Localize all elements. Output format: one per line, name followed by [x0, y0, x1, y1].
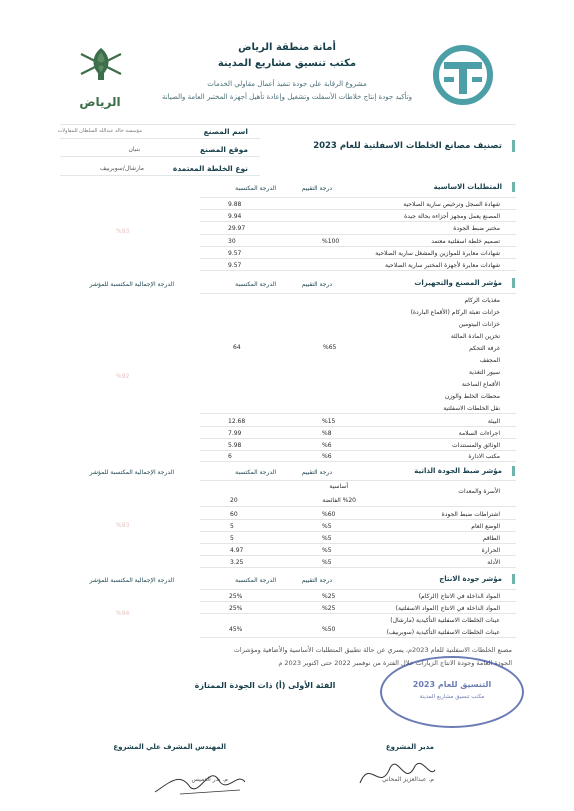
section3-col-eval: درجة التقييم: [301, 469, 332, 476]
section2-rowb-eval-2: %6: [322, 442, 332, 449]
section2-row-8: محطات الخلط والوزن: [444, 393, 500, 400]
project-manager-title: مدير المشروع: [385, 743, 434, 751]
section1-row-3: تصميم خلطة اسفلتية معتمد: [431, 238, 500, 245]
section3-title: مؤشر ضبط الجودة الذاتية: [414, 467, 502, 475]
section2-row-7: الأقماع الساخنة: [461, 381, 500, 388]
section1-row-4: شهادات معايرة للموازين والمشغل سارية الصلاحية: [375, 250, 500, 257]
section2-rowb-score-0: 12.68: [228, 418, 246, 425]
factory-name-label: اسم المصنع: [203, 127, 248, 136]
category-text: الفئة الأولى (أ) ذات الجودة الممتازة: [194, 681, 336, 690]
section2-rowb-eval-3: %6: [322, 453, 332, 460]
section1-score-0: 9.88: [228, 201, 242, 208]
section1-score-5: 9.57: [228, 262, 242, 269]
section2-row-2: خزانات البيتومين: [458, 321, 500, 328]
location-value: بنبان: [128, 146, 140, 153]
section3-score-3: 5: [230, 523, 234, 530]
section4-col-eval: درجة التقييم: [301, 577, 332, 584]
section3-ghost-percent: %93: [116, 522, 130, 529]
section2-rowb-score-1: 7.99: [228, 430, 242, 437]
section4-eval-1: %25: [322, 605, 336, 612]
section3-eval-3: %5: [322, 523, 332, 530]
plant-type-label: نوع الخلطة المعتمدة: [172, 164, 248, 173]
section2-title: مؤشر المصنع والتجهيزات: [414, 279, 502, 287]
classification-title: تصنيف مصانع الخلطات الاسفلتية للعام 2023: [313, 141, 502, 151]
section1-row-2: مختبر ضبط الجودة: [453, 225, 500, 232]
section2-col-score: الدرجة المكتسبة: [235, 281, 276, 288]
section3-score-5: 4.97: [230, 547, 244, 554]
header-line-2: وتأكيد جودة إنتاج خلاطات الأسفلت وتشغيل وإعادة تأهيل أجهزة المختبر العامة والصيانة: [161, 93, 413, 101]
section4-col-total: الدرجة الإجمالية المكتسبة للمؤشر: [89, 577, 174, 584]
section3-eval-1: %20 الفائضة: [322, 497, 356, 504]
section4-eval-3: %50: [322, 626, 336, 633]
factory-name-value: مؤسسة خالد عبدالله السلطان للمقاولات: [57, 128, 142, 134]
section3-row-0: الأسرة والمعدات: [458, 488, 500, 495]
section2-rowb-eval-0: %15: [322, 418, 336, 425]
section3-score-1: 20: [230, 497, 238, 504]
section2-rowb-3: مكتب الادارة: [468, 453, 500, 460]
location-label: موقع المصنع: [200, 145, 248, 154]
section3-row-6: الأدلة: [487, 559, 500, 566]
section3-eval-4: %5: [322, 535, 332, 542]
section4-row-0: المواد الداخلة في الانتاج (الركام): [418, 593, 500, 600]
section4-ghost-percent: %94: [116, 610, 130, 617]
section4-row-3: عينات الخلطات الاسفلتية التأكيدية (سوبربيف): [386, 629, 500, 636]
plant-type-value: مارشال/سوبربيف: [100, 165, 144, 172]
section4-score-3: 45%: [229, 626, 243, 633]
section2-weight-main: %65: [323, 344, 337, 351]
section1-ghost-percent: %93: [116, 228, 130, 235]
section2-row-1: خزانات تعبئة الركام (الأقماع الباردة): [410, 309, 500, 316]
section2-row-3: تخزين المادة المالئة: [450, 333, 500, 340]
section4-row-2: عينات الخلطات الاسفلتية التأكيدية (مارشال): [390, 617, 500, 624]
section1-col-eval: درجة التقييم: [301, 185, 332, 192]
section2-score-main: 64: [233, 344, 241, 351]
footer-note-2: الجودة العامة وجودة الانتاج الزيارات خلال الفترة من نوفمبر 2022 حتى اكتوبر 2023 م: [278, 659, 512, 667]
section1-weight: %100: [322, 238, 340, 245]
section3-eval-6: %5: [322, 559, 332, 566]
project-manager-signature-icon: [350, 748, 440, 798]
riyadh-logo-text: الرياض: [79, 95, 121, 109]
header-line-1: مشروع الرقابة على جودة تنفيذ أعمال مقاولي الخدمات: [207, 80, 367, 88]
section3-row-5: الحرارة: [481, 547, 500, 554]
office-title: مكتب تنسيق مشاريع المدينة: [217, 58, 357, 69]
section2-row-6: سيور التغذية: [469, 369, 500, 376]
section4-eval-0: %25: [322, 593, 336, 600]
supervisor-signature-icon: [150, 752, 250, 802]
section3-eval-0: أساسية: [329, 483, 348, 490]
section1-score-2: 29.97: [228, 225, 246, 232]
section3-col-total: الدرجة الإجمالية المكتسبة للمؤشر: [89, 469, 174, 476]
section4-row-1: المواد الداخلة في الانتاج (المواد الاسفلتية): [395, 605, 500, 612]
section1-row-1: المصنع يعمل ومجهز أجزاءه بحالة جيدة: [404, 213, 500, 220]
section1-col-score: الدرجة المكتسبة: [235, 185, 276, 192]
footer-note-1: مصنع الخلطات الاسفلتية للعام 2023م، يسري عن حالة تطبيق المتطلبات الأساسية والأضافية ومؤشرات: [233, 646, 512, 654]
section1-score-3: 30: [228, 238, 236, 245]
section4-col-score: الدرجة المكتسبة: [235, 577, 276, 584]
section1-title: المتطلبات الاساسية: [433, 183, 502, 191]
section3-row-4: الطاقم: [482, 535, 500, 542]
section1-score-1: 9.94: [228, 213, 242, 220]
supervisor-name: م. بدر العميس: [191, 776, 228, 783]
section2-ghost-percent: %92: [116, 373, 130, 380]
section2-col-eval: درجة التقييم: [301, 281, 332, 288]
section2-rowb-score-3: 6: [228, 453, 232, 460]
section4-score-1: 25%: [229, 605, 243, 612]
official-stamp: [380, 656, 524, 728]
section3-score-4: 5: [230, 535, 234, 542]
section4-title: مؤشر جودة الانتاج: [439, 575, 502, 583]
section3-row-2: اشتراطات ضبط الجودة: [441, 511, 500, 518]
section2-rowb-0: البيئة: [487, 418, 500, 425]
section2-rowb-1: اجراءات السلامة: [458, 430, 500, 437]
section3-eval-2: %60: [322, 511, 336, 518]
section2-col-total: الدرجة الإجمالية المكتسبة للمؤشر: [89, 281, 174, 288]
project-manager-name: م. عبدالعزيز المحاني: [382, 776, 434, 783]
section2-rowb-score-2: 5.98: [228, 442, 242, 449]
section3-col-score: الدرجة المكتسبة: [235, 469, 276, 476]
supervisor-title: المهندس المشرف علي المشروع: [113, 743, 226, 751]
section3-score-6: 3.25: [230, 559, 244, 566]
section4-score-0: 25%: [229, 593, 243, 600]
section2-row-9: نقل الخلطات الاسفلتية: [443, 405, 500, 412]
section3-row-3: الوضع العام: [471, 523, 500, 530]
section2-rowb-2: الوثائق والمستندات: [452, 442, 500, 449]
org-title: أمانة منطقة الرياض: [238, 42, 336, 53]
section3-eval-5: %5: [322, 547, 332, 554]
section2-row-5: المجفف: [479, 357, 500, 364]
section1-score-4: 9.57: [228, 250, 242, 257]
section2-rowb-eval-1: %8: [322, 430, 332, 437]
stamp-text: التنسيق للعام 2023: [412, 680, 492, 689]
section1-row-0: شهادة السجل وترخيص سارية الصلاحية: [403, 201, 500, 208]
section2-row-0: مغذيات الركام: [464, 297, 500, 304]
section2-row-4: غرفة التحكم: [469, 345, 500, 352]
section1-row-5: شهادات معايرة لأجهزة المختبر سارية الصلاحية: [385, 262, 500, 269]
stamp-subtext: مكتب تنسيق مشاريع المدينة: [419, 694, 485, 700]
section3-score-2: 60: [230, 511, 238, 518]
